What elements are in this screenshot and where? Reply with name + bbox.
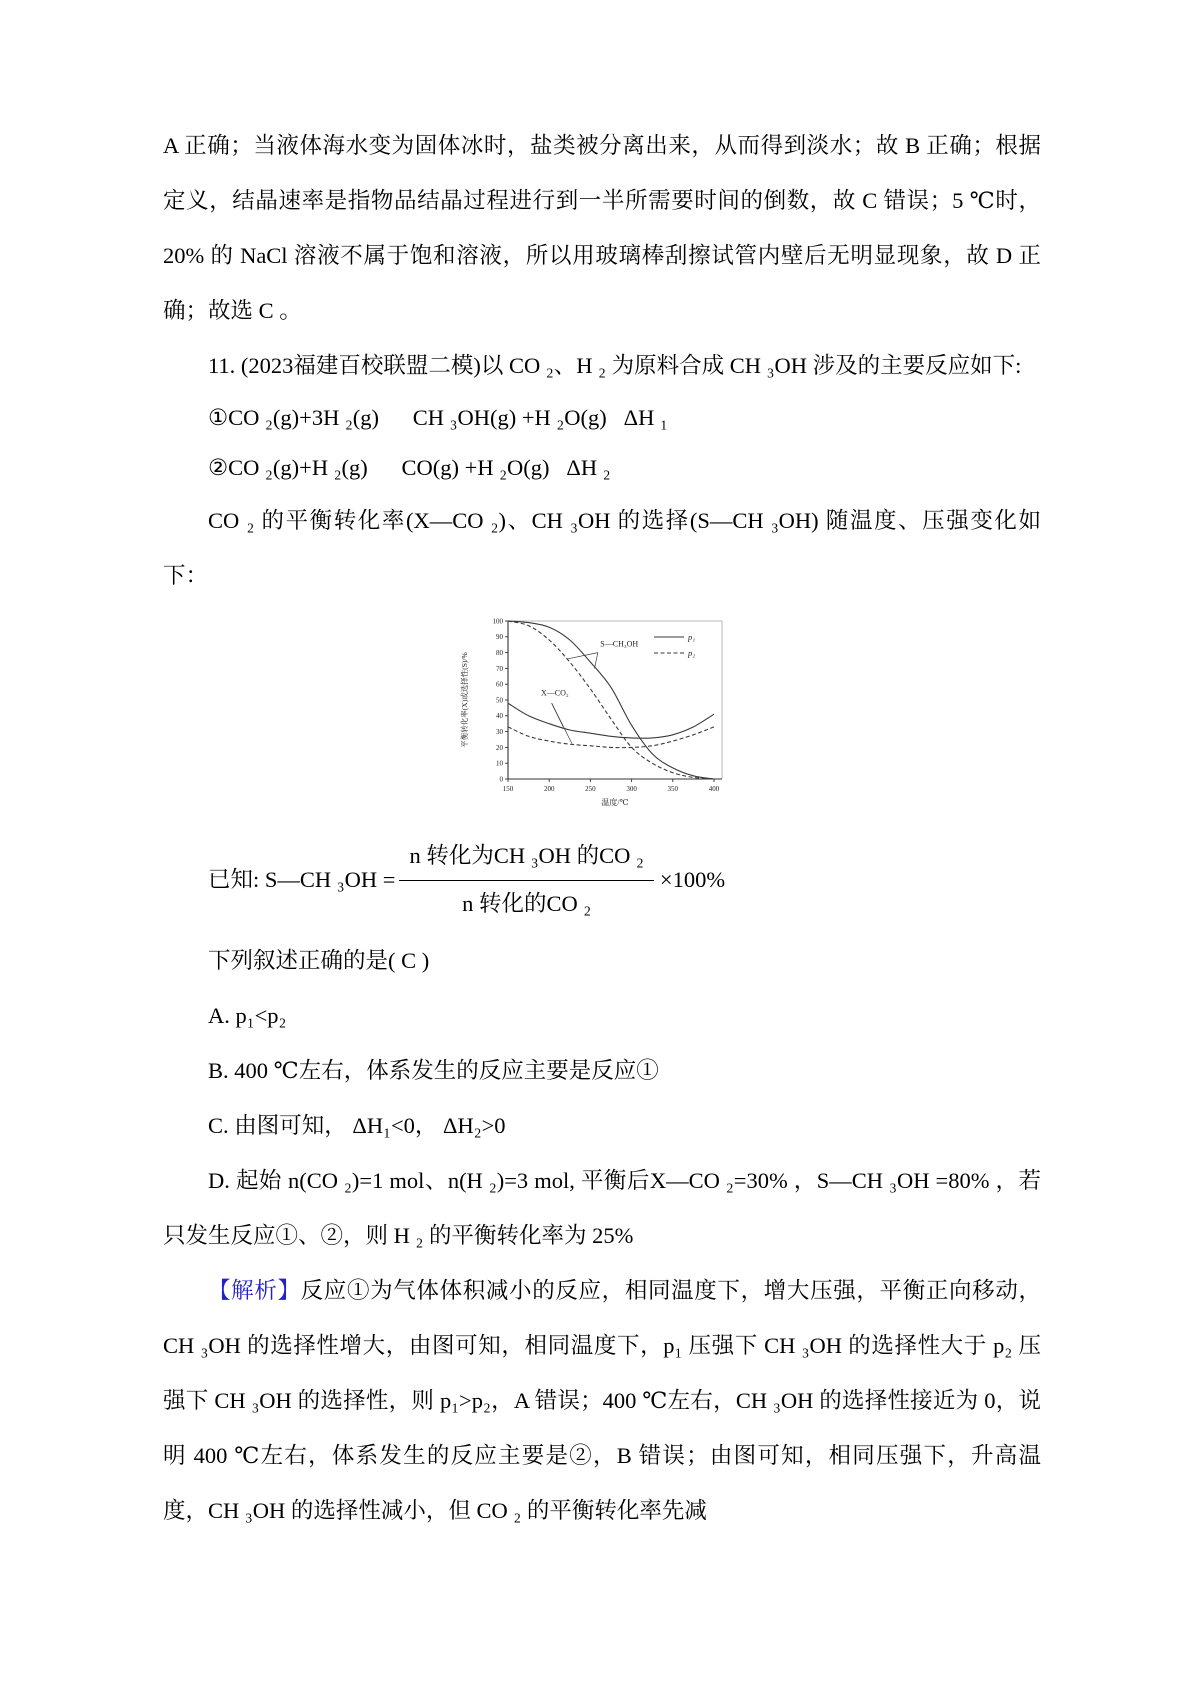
y-tick-label: 0 bbox=[499, 775, 503, 784]
formula-prefix: 已知: S—CH ₃OH = bbox=[208, 866, 396, 892]
y-tick-label: 50 bbox=[496, 696, 503, 705]
y-tick-label: 60 bbox=[496, 680, 503, 689]
x-tick-label: 200 bbox=[543, 785, 555, 793]
y-tick-label: 30 bbox=[496, 728, 503, 736]
option-d: D. 起始 n(CO ₂)=1 mol、n(H ₂)=3 mol, 平衡后X—CO ₂=30% ，S—CH ₃OH =80% ，若只发生反应①、②，则 H ₂ 的平衡转化率为 25% bbox=[163, 1167, 1041, 1248]
annotation-label: S—CH₃OH bbox=[600, 639, 639, 649]
option-b: B. 400 ℃左右，体系发生的反应主要是反应① bbox=[208, 1057, 659, 1083]
x-tick-label: 400 bbox=[708, 785, 720, 793]
condition-text: CO ₂ 的平衡转化率(X—CO ₂)、CH ₃OH 的选择(S—CH ₃OH) 随温度、压强变化如下： bbox=[163, 508, 1041, 588]
x-axis-title: 温度/℃ bbox=[601, 798, 629, 807]
analysis-label: 【解析】 bbox=[208, 1277, 301, 1303]
paragraph-answer-10: A 正确；当液体海水变为固体冰时，盐类被分离出来，从而得到淡水；故 B 正确；根据定义，结晶速率是指物品结晶过程进行到一半所需要时间的倒数，故 C 错误；5 ℃时，20% 的 NaCl 溶液不属于饱和溶液，所以用玻璃棒刮擦试管内壁后无明显现象，故 D 正确；故选 C 。 bbox=[163, 133, 1041, 323]
x-tick-label: 350 bbox=[667, 785, 679, 793]
conversion-selectivity-chart bbox=[456, 609, 748, 821]
y-tick-label: 80 bbox=[496, 649, 503, 657]
y-tick-label: 100 bbox=[492, 617, 503, 626]
x-tick-label: 250 bbox=[585, 785, 596, 793]
legend-label: p₂ bbox=[688, 647, 696, 658]
chart-figure bbox=[163, 609, 1041, 821]
x-tick-label: 300 bbox=[626, 785, 637, 793]
known-formula bbox=[163, 837, 1041, 923]
option-a: A. p₁<p₂ bbox=[208, 1002, 287, 1028]
y-tick-label: 70 bbox=[496, 664, 503, 673]
question-11-stem: 11. (2023福建百校联盟二模)以 CO ₂、H ₂ 为原料合成 CH ₃OH 涉及的主要反应如下: bbox=[208, 353, 1022, 378]
analysis-text: 反应①为气体体积减小的反应，相同温度下，增大压强，平衡正向移动，CH ₃OH 的选择性增大，由图可知，相同温度下，p₁ 压强下 CH ₃OH 的选择性大于 p₂ 压强下 CH ₃OH 的选择性，则 p₁>p₂，A 错误；400 ℃左右，CH ₃OH 的选择性接近为 0，说明 400 ℃左右，体系发生的反应主要是②，B 错误；由图可知，相同压强下，升高温度，CH ₃OH 的选择性减小，但 CO ₂ 的平衡转化率先减 bbox=[163, 1277, 1041, 1523]
option-c: C. 由图可知， ΔH₁<0， ΔH₂>0 bbox=[208, 1112, 506, 1138]
annotation-leader bbox=[595, 653, 598, 669]
annotation-label: X—CO₂ bbox=[540, 688, 569, 698]
annotation-leader bbox=[552, 703, 573, 744]
fraction-numerator: n 转化为CH ₃OH 的CO ₂ bbox=[409, 843, 644, 868]
series-solid bbox=[508, 703, 714, 738]
reaction-equation-2: ②CO ₂(g)+H ₂(g) CO(g) +H ₂O(g) ΔH ₂ bbox=[208, 455, 611, 480]
analysis-paragraph bbox=[163, 1263, 1041, 1538]
legend-label: p₁ bbox=[688, 631, 696, 642]
formula-suffix: ×100% bbox=[659, 866, 726, 892]
x-tick-label: 150 bbox=[502, 785, 514, 793]
y-tick-label: 10 bbox=[496, 759, 503, 768]
y-tick-label: 90 bbox=[496, 633, 503, 642]
series-dashed bbox=[508, 727, 714, 748]
y-tick-label: 40 bbox=[496, 712, 503, 721]
y-axis-title: 平衡转化率(X)或选择性(S)/% bbox=[460, 652, 469, 748]
question-prompt: 下列叙述正确的是( C ) bbox=[208, 947, 430, 973]
fraction bbox=[399, 837, 653, 923]
reaction-equation-1: ①CO ₂(g)+3H ₂(g) CH ₃OH(g) +H ₂O(g) ΔH ₁ bbox=[208, 405, 668, 430]
y-tick-label: 20 bbox=[496, 743, 503, 752]
fraction-denominator: n 转化的CO ₂ bbox=[399, 880, 653, 923]
